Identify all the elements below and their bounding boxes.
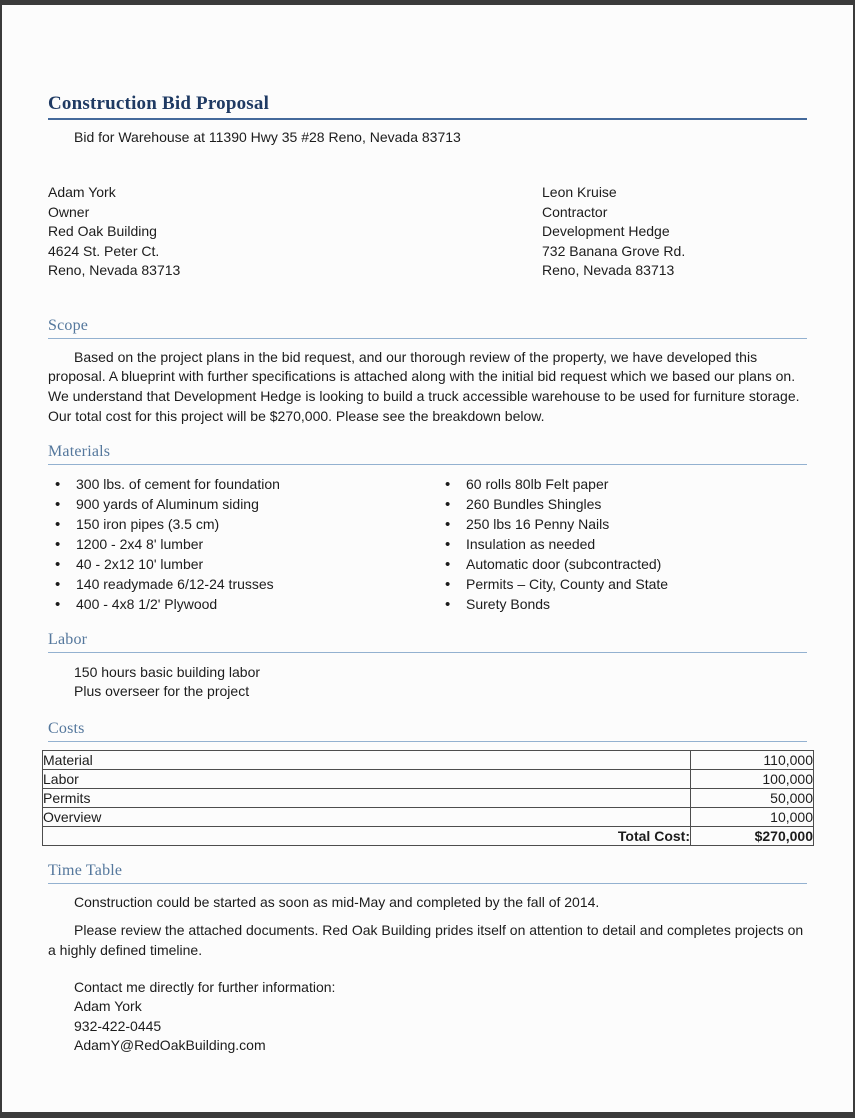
total-cost-row [43,826,814,845]
contact-name: Adam York [74,998,142,1015]
cost-label: Permits [43,788,691,807]
labor-block [48,663,807,702]
labor-heading: Labor [48,631,807,653]
total-cost-value: $270,000 [691,826,814,845]
cost-value: 110,000 [691,750,814,769]
costs-table [42,750,814,846]
scope-heading: Scope [48,317,807,339]
cost-label: Overview [43,807,691,826]
owner-name: Adam York [48,184,116,200]
labor-line: 150 hours basic building labor [74,663,261,680]
cost-value: 50,000 [691,788,814,807]
materials-list-right [438,475,668,614]
materials-list-left [48,475,438,614]
material-item: • 60 rolls 80lb Felt paper [438,475,668,495]
cost-row [43,807,814,826]
material-item: • Insulation as needed [438,535,668,555]
owner-street: 4624 St. Peter Ct. [48,242,160,259]
material-item: • Surety Bonds [438,595,668,615]
document-title: Construction Bid Proposal [48,93,807,120]
contact-block [48,978,807,1056]
contractor-block [542,183,685,281]
contractor-company: Development Hedge [542,223,670,239]
document-subtitle: Bid for Warehouse at 11390 Hwy 35 #28 Reno, Nevada 83713 [74,129,461,145]
scope-paragraph: Based on the project plans in the bid request, and our thorough review of the property, we have developed this proposal. A blueprint with further specifications is attached along with the initial bid request which we based our plans on. We understand that Development Hedge is looking to build a truck accessible warehouse to be used for furniture storage. Our total cost for this project will be $270,000. Please see the breakdown below. [48,348,800,424]
cost-label: Material [43,750,691,769]
material-item: • 150 iron pipes (3.5 cm) [48,515,438,535]
owner-city: Reno, Nevada 83713 [48,262,181,278]
material-item: • 1200 - 2x4 8' lumber [48,535,438,555]
timetable-heading: Time Table [48,862,807,884]
material-item: • 140 readymade 6/12-24 trusses [48,575,438,595]
material-item: • 40 - 2x12 10' lumber [48,555,438,575]
cost-row [43,769,814,788]
cost-row [43,750,814,769]
timetable-paragraph-2: Please review the attached documents. Red Oak Building prides itself on attention to detail and completes projects on a highly defined timeline. [48,922,804,959]
material-item: • Automatic door (subcontracted) [438,555,668,575]
material-item: • Permits – City, County and State [438,575,668,595]
contractor-role: Contractor [542,203,608,220]
cost-value: 10,000 [691,807,814,826]
owner-block [48,183,542,281]
total-cost-label: Total Cost: [43,826,691,845]
cost-value: 100,000 [691,769,814,788]
contractor-name: Leon Kruise [542,184,617,200]
material-item: • 400 - 4x8 1/2' Plywood [48,595,438,615]
contact-intro: Contact me directly for further information: [74,978,336,995]
costs-heading: Costs [48,720,807,742]
material-item: • 900 yards of Aluminum siding [48,495,438,515]
cost-row [43,788,814,807]
material-item: • 300 lbs. of cement for foundation [48,475,438,495]
cost-label: Labor [43,769,691,788]
parties-block [48,183,807,281]
contractor-street: 732 Banana Grove Rd. [542,242,686,259]
labor-line: Plus overseer for the project [74,683,250,700]
contact-email: AdamY@RedOakBuilding.com [74,1037,266,1054]
materials-heading: Materials [48,443,807,465]
material-item: • 260 Bundles Shingles [438,495,668,515]
timetable-paragraph-1: Construction could be started as soon as mid-May and completed by the fall of 2014. [74,893,600,910]
contact-phone: 932-422-0445 [74,1017,162,1034]
owner-role: Owner [48,203,90,220]
materials-list [48,475,807,614]
material-item: • 250 lbs 16 Penny Nails [438,515,668,535]
contractor-city: Reno, Nevada 83713 [542,262,675,278]
owner-company: Red Oak Building [48,223,157,239]
